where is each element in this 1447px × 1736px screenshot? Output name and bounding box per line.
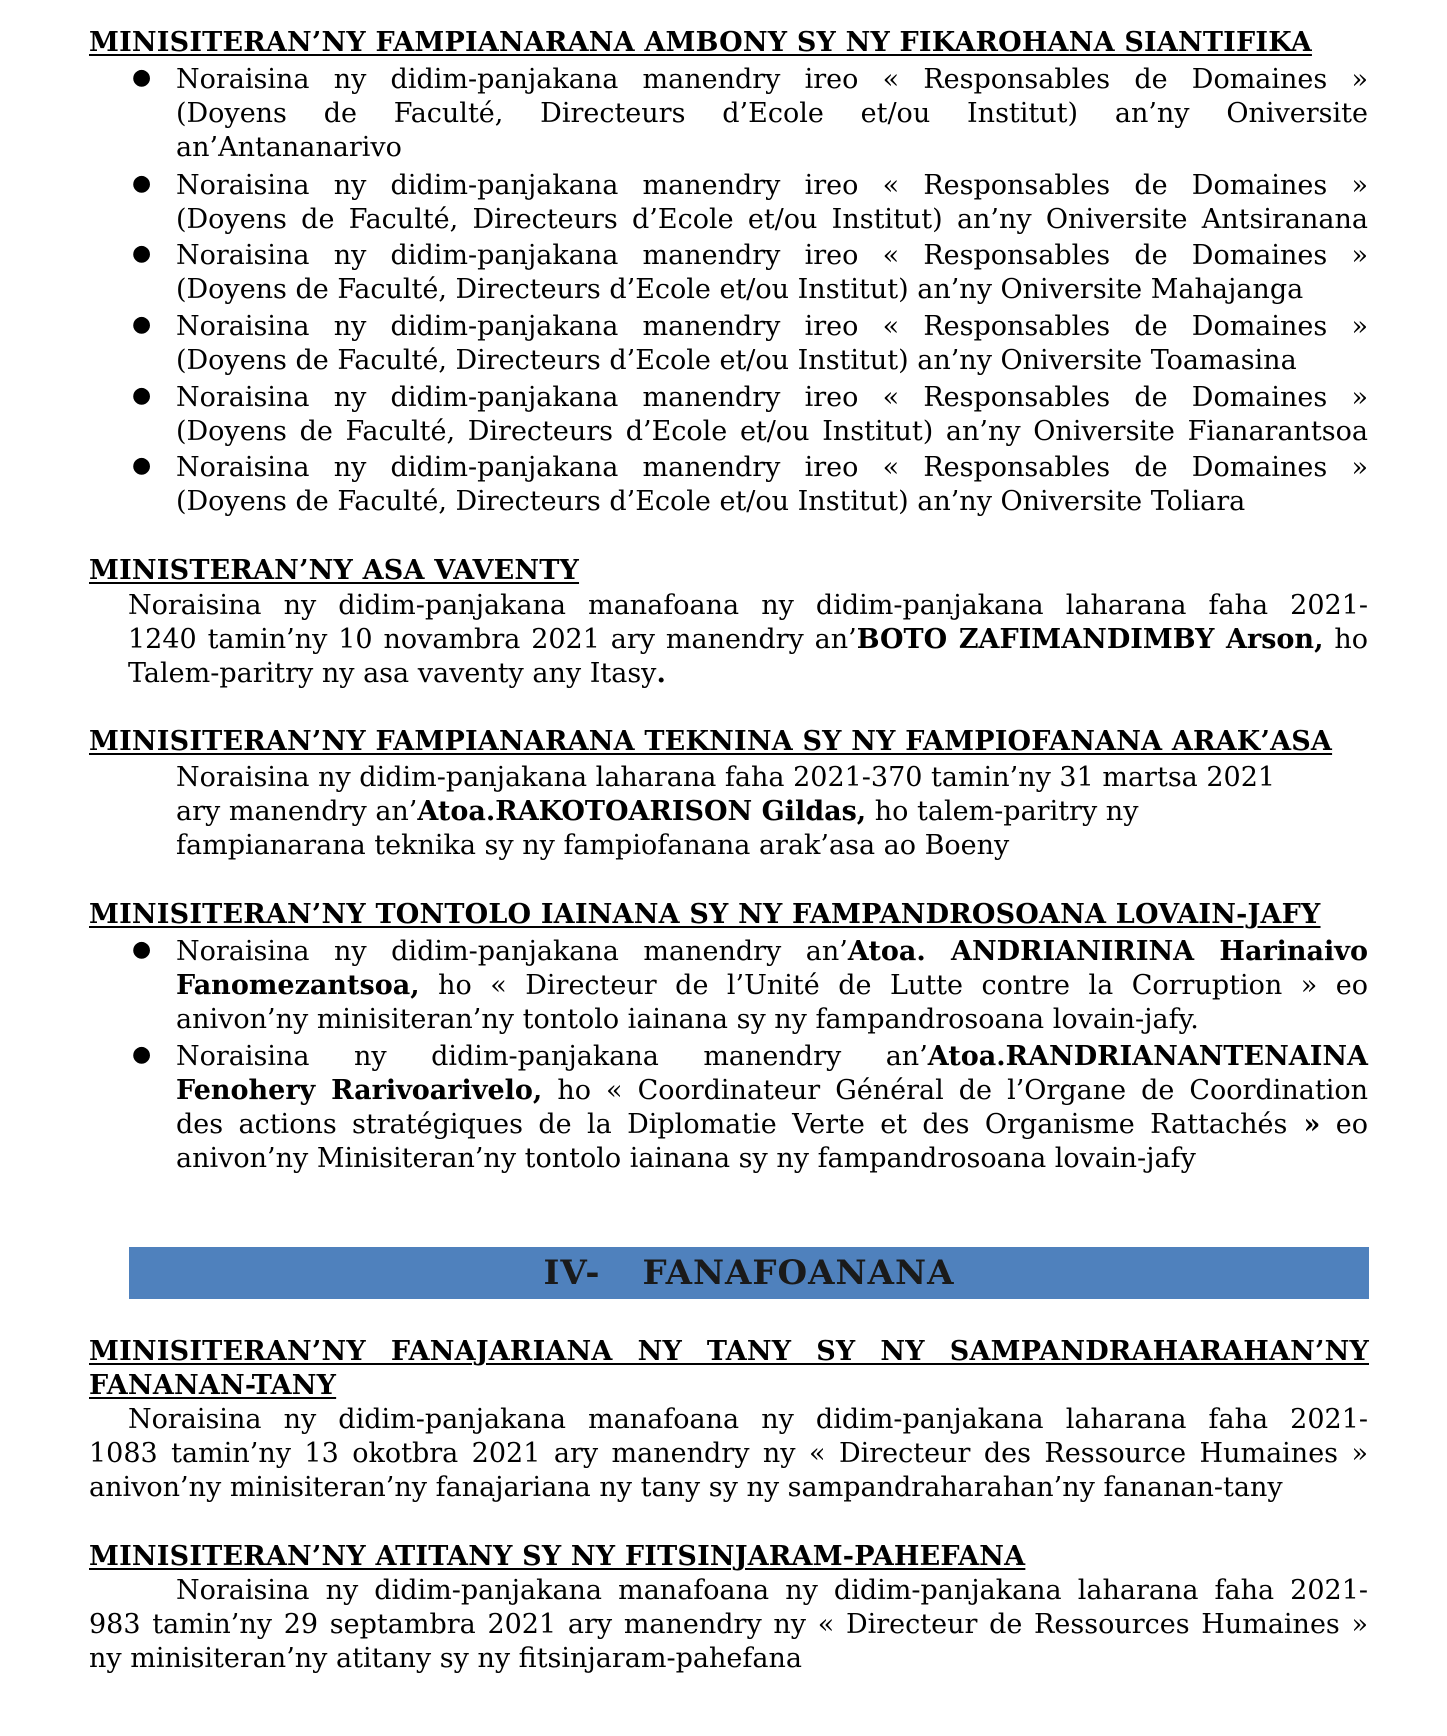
list-item-line xyxy=(176,1107,1368,1142)
list-item-line: Noraisina ny didim-panjakana manendry ireo « Responsables de Domaines » xyxy=(176,240,1368,271)
paragraph-line xyxy=(176,794,1138,829)
bullet-icon: ● xyxy=(132,241,152,266)
paragraph-line: Noraisina ny didim-panjakana laharana faha 2021-370 tamin’ny 31 martsa 2021 xyxy=(176,762,1276,793)
list-item-line: Noraisina ny didim-panjakana manendry ireo « Responsables de Domaines » xyxy=(176,64,1368,95)
text-span: » xyxy=(1287,1109,1321,1140)
section-heading-public-works: MINISTERAN’NY ASA VAVENTY xyxy=(89,555,580,586)
list-item-line: anivon’ny minisiteran’ny tontolo iainana sy ny fampandrosoana lovain-jafy. xyxy=(176,1004,1199,1035)
banner-number: IV- xyxy=(543,1252,601,1293)
appointee-name: Fenohery Rarivoarivelo, xyxy=(176,1075,543,1106)
appointee-name: Atoa.RANDRIANANTENAINA xyxy=(927,1041,1368,1072)
appointee-name: Atoa.RAKOTOARISON Gildas, xyxy=(417,796,867,827)
paragraph-line: fampianarana teknika sy ny fampiofanana arak’asa ao Boeny xyxy=(176,830,1010,861)
section-heading-environment: MINISITERAN’NY TONTOLO IAINANA SY NY FAMPANDROSOANA LOVAIN-JAFY xyxy=(89,899,1321,930)
section-heading-technical-education: MINISITERAN’NY FAMPIANARANA TEKNINA SY NY FAMPIOFANANA ARAK’ASA xyxy=(89,726,1333,757)
section-heading-land-planning-cont: FANANAN-TANY xyxy=(89,1370,337,1401)
bullet-icon: ● xyxy=(132,312,152,337)
paragraph-line: anivon’ny minisiteran’ny fanajariana ny tany sy ny sampandraharahan’ny fananan-tany xyxy=(89,1472,1283,1503)
text-span: Talem-paritry ny asa vaventy any Itasy xyxy=(128,658,657,689)
list-item-line xyxy=(176,1039,1368,1074)
text-span: 1240 tamin’ny 10 novambra 2021 ary manendry an’ xyxy=(128,624,857,655)
banner-title xyxy=(543,1252,955,1293)
appointee-name: Atoa. ANDRIANIRINA Harinaivo xyxy=(847,936,1368,967)
list-item-line: Noraisina ny didim-panjakana manendry ireo « Responsables de Domaines » xyxy=(176,311,1368,342)
bullet-icon: ● xyxy=(132,171,152,196)
list-item-line: (Doyens de Faculté, Directeurs d’Ecole et/ou Institut) an’ny Oniversite Antsiranana xyxy=(176,204,1368,235)
text-span: ho xyxy=(1323,624,1368,655)
paragraph-line: Noraisina ny didim-panjakana manafoana ny didim-panjakana laharana faha 2021- xyxy=(128,1404,1368,1435)
section-heading-land-planning: MINISITERAN’NY FANAJARIANA NY TANY SY NY SAMPANDRAHARAHAN’NY xyxy=(89,1336,1369,1367)
bullet-icon: ● xyxy=(132,383,152,408)
paragraph-line: 1083 tamin’ny 13 okotbra 2021 ary manendry ny « Directeur des Ressource Humaines » xyxy=(89,1438,1368,1469)
bullet-icon: ● xyxy=(132,65,152,90)
text-span: Noraisina ny didim-panjakana manendry an’ xyxy=(176,936,848,967)
section-heading-higher-education: MINISITERAN’NY FAMPIANARANA AMBONY SY NY FIKAROHANA SIANTIFIKA xyxy=(89,27,1312,58)
list-item-line xyxy=(176,934,1368,969)
list-item-line: (Doyens de Faculté, Directeurs d’Ecole et/ou Institut) an’ny Oniversite Mahajanga xyxy=(176,274,1304,305)
list-item-line: (Doyens de Faculté, Directeurs d’Ecole et/ou Institut) an’ny Oniversite Toliara xyxy=(176,486,1246,517)
list-item-line: anivon’ny Minisiteran’ny tontolo iainana sy ny fampandrosoana lovain-jafy xyxy=(176,1143,1196,1174)
bullet-icon: ● xyxy=(132,453,152,478)
list-item-line: Noraisina ny didim-panjakana manendry ireo « Responsables de Domaines » xyxy=(176,170,1368,201)
paragraph-line: 983 tamin’ny 29 septambra 2021 ary manendry ny « Directeur de Ressources Humaines » xyxy=(89,1609,1368,1640)
text-span: . xyxy=(656,658,666,689)
list-item-line: (Doyens de Faculté, Directeurs d’Ecole et/ou Institut) an’ny Oniversite Toamasina xyxy=(176,345,1297,376)
paragraph-line xyxy=(128,656,666,691)
appointee-name: Fanomezantsoa, xyxy=(176,970,420,1001)
list-item-line: an’Antananarivo xyxy=(176,132,402,163)
banner-label: FANAFOANANA xyxy=(642,1252,955,1293)
paragraph-line xyxy=(128,622,1368,657)
list-item-line: (Doyens de Faculté, Directeurs d’Ecole et/ou Institut) an’ny Oniversite xyxy=(176,98,1368,129)
appointee-name: BOTO ZAFIMANDIMBY Arson, xyxy=(856,624,1324,655)
paragraph-line: ny minisiteran’ny atitany sy ny fitsinjaram-pahefana xyxy=(89,1643,802,1674)
list-item-line xyxy=(176,968,1368,1003)
text-span: eo xyxy=(1320,1109,1368,1140)
text-span: des actions stratégiques de la Diplomatie Verte et des Organisme Rattachés xyxy=(176,1109,1288,1140)
section-heading-interior: MINISITERAN’NY ATITANY SY NY FITSINJARAM-PAHEFANA xyxy=(89,1541,1026,1572)
text-span: Noraisina ny didim-panjakana manendry an’ xyxy=(176,1041,928,1072)
section-banner xyxy=(129,1247,1369,1299)
list-item-line: (Doyens de Faculté, Directeurs d’Ecole et/ou Institut) an’ny Oniversite Fianarantsoa xyxy=(176,416,1368,447)
text-span: ho « Coordinateur Général de l’Organe de Coordination xyxy=(542,1075,1368,1106)
text-span: ho talem-paritry ny xyxy=(866,796,1139,827)
paragraph-line: Noraisina ny didim-panjakana manafoana ny didim-panjakana laharana faha 2021- xyxy=(128,590,1368,621)
text-span: ary manendry an’ xyxy=(176,796,418,827)
list-item-line: Noraisina ny didim-panjakana manendry ireo « Responsables de Domaines » xyxy=(176,452,1368,483)
paragraph-line: Noraisina ny didim-panjakana manafoana ny didim-panjakana laharana faha 2021- xyxy=(176,1575,1368,1606)
list-item-line xyxy=(176,1073,1368,1108)
text-span: ho « Directeur de l’Unité de Lutte contre la Corruption » eo xyxy=(419,970,1368,1001)
list-item-line: Noraisina ny didim-panjakana manendry ireo « Responsables de Domaines » xyxy=(176,382,1368,413)
bullet-icon: ● xyxy=(132,1042,152,1067)
bullet-icon: ● xyxy=(132,937,152,962)
